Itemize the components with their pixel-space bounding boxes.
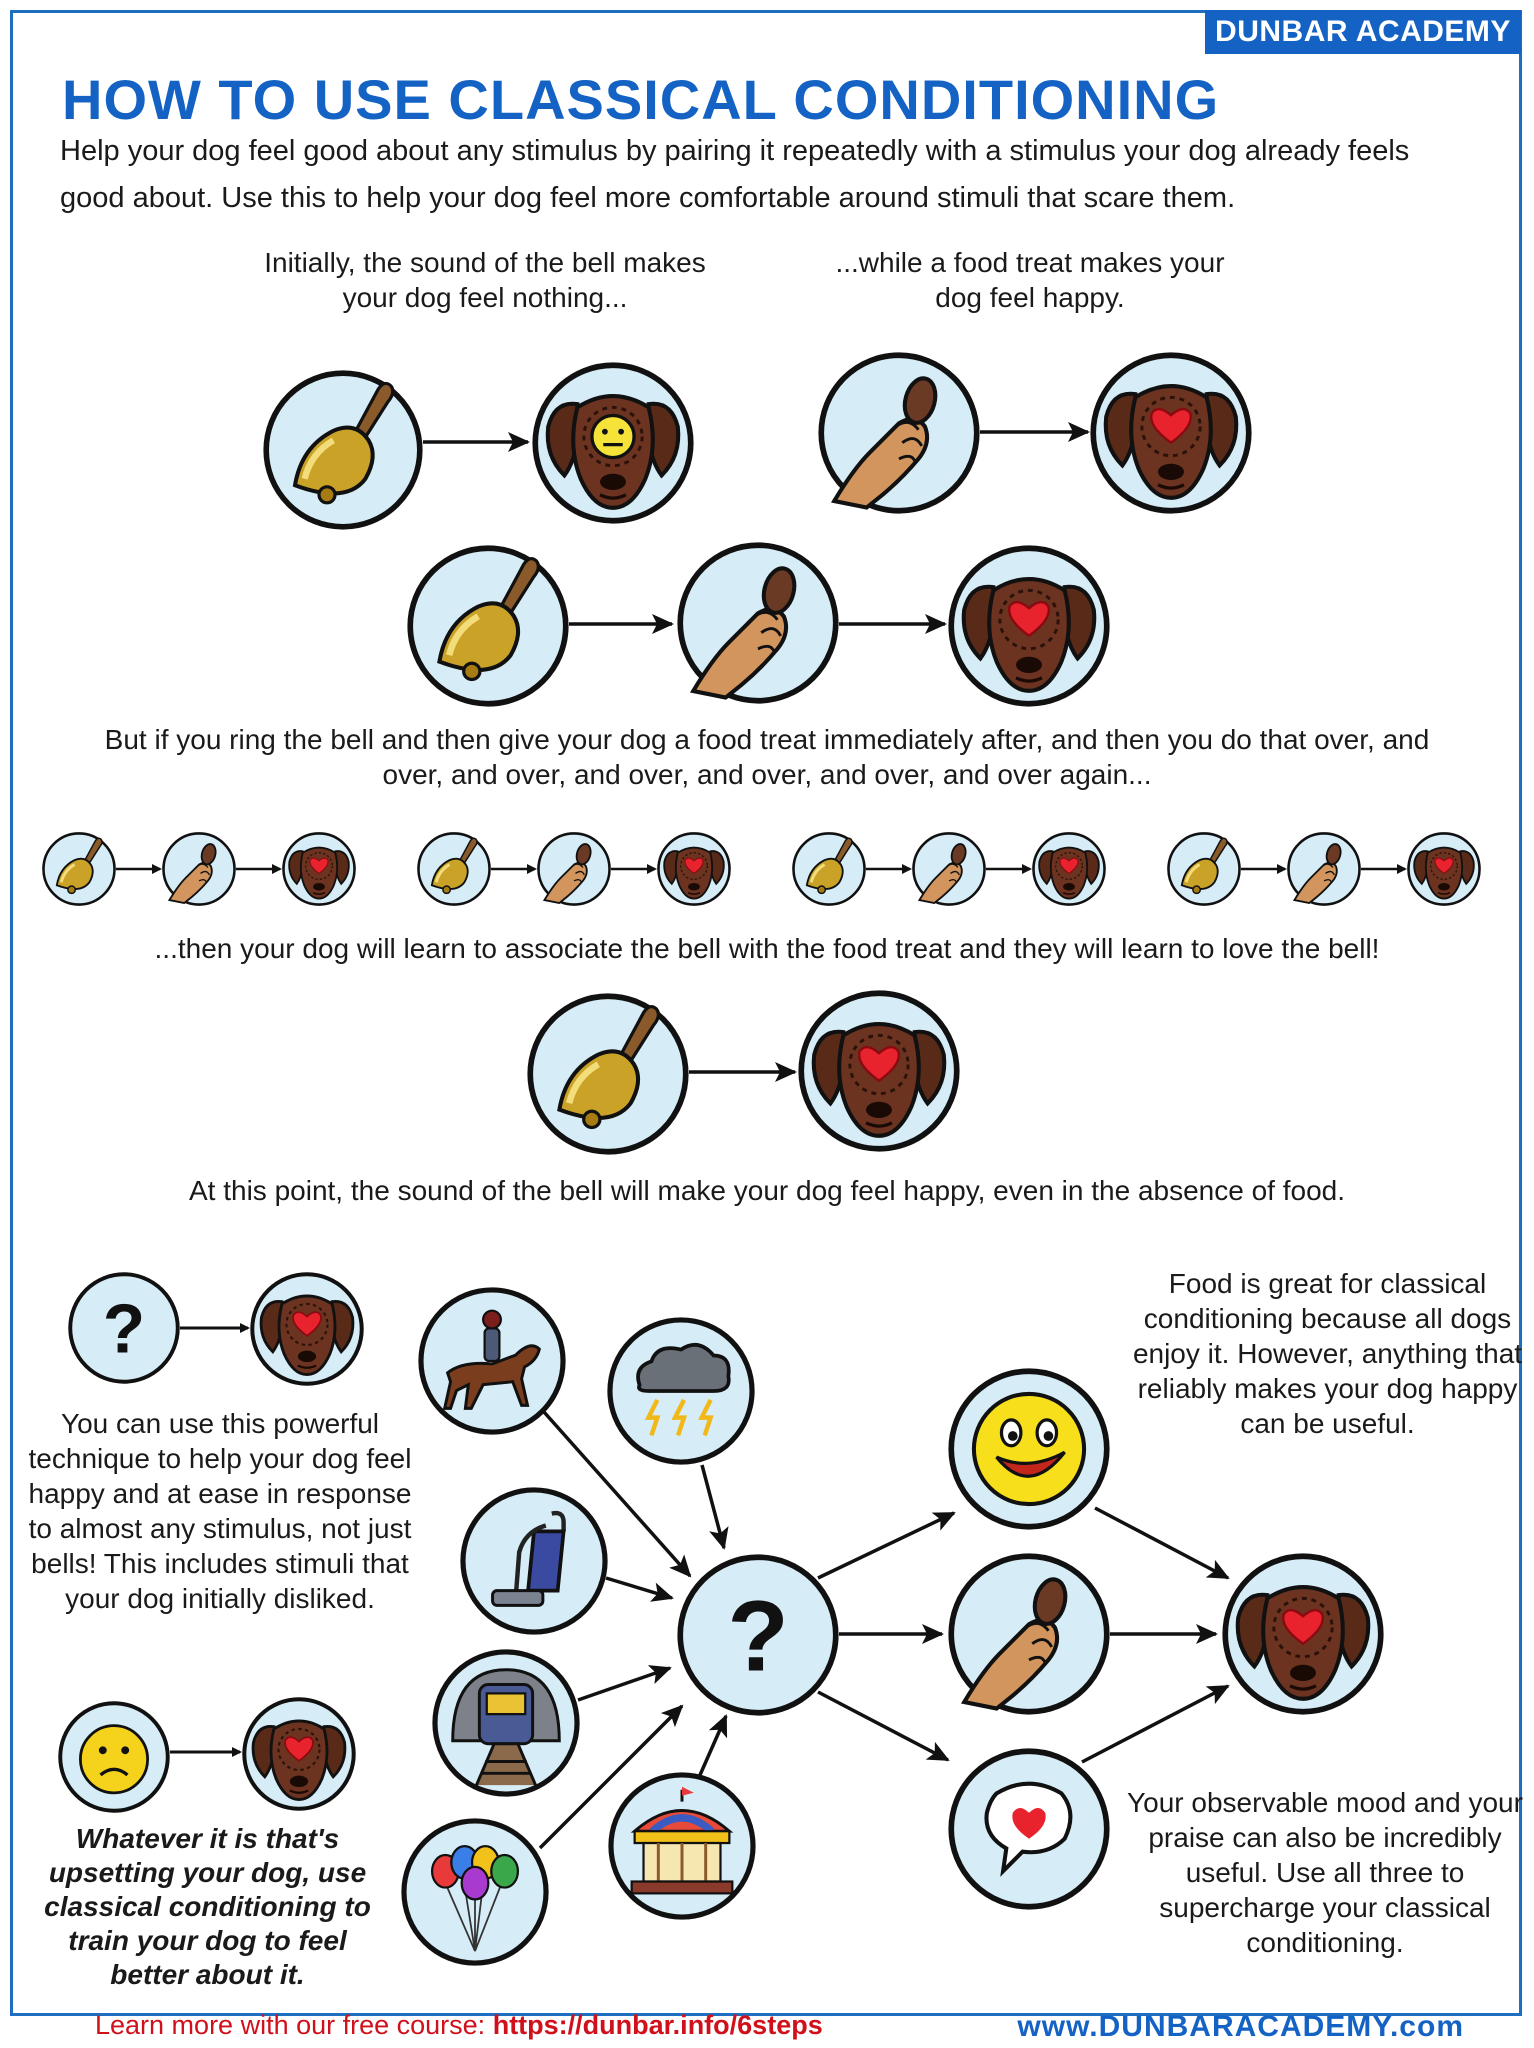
treat-hand-icon [680,545,836,701]
vacuum-icon [463,1490,605,1632]
treat-hand-icon [163,833,234,904]
arrow-vacuum-to-question [606,1578,672,1598]
happy-dog-icon [951,548,1107,704]
question-icon [70,1274,178,1382]
arrow-question-to-smiley [818,1513,954,1578]
footer-website-link[interactable]: www.DUNBARACADEMY.com [1017,2010,1464,2043]
bell-icon [43,833,114,904]
arrow-storm-to-question [702,1465,724,1548]
arrow-carousel-to-question [700,1716,726,1775]
happy-dog-icon [801,993,957,1149]
caption-treat-happy: ...while a food treat makes your dog feel happy. [835,247,1225,313]
happy-dog-icon [1225,1556,1381,1712]
central-question-icon [680,1557,836,1713]
arrow-question-to-speech [818,1692,948,1760]
lower-left-bottom-text: Whatever it is that's upsetting your dog, use classical conditioning to train your dog to feel better about it. [44,1823,371,1990]
intro-text: Help your dog feel good about any stimulus by pairing it repeatedly with a stimulus your dog already feels good about. Use this to help your dog feel more comfortable around stimuli that scare them. [60,135,1410,214]
sad-face-icon [60,1703,168,1811]
treat-hand-icon [913,833,984,904]
speech-heart-icon [951,1751,1107,1907]
footer-course-prefix: Learn more with our free course: [95,2010,486,2040]
caption-bell-initial: Initially, the sound of the bell makes your dog feel nothing... [264,247,706,313]
caption-learn: ...then your dog will learn to associate the bell with the food treat and they will learn to love the bell! [154,933,1380,964]
happy-dog-icon [1093,355,1249,511]
bell-icon [410,548,566,704]
happy-dog-icon [1033,833,1104,904]
happy-dog-icon [1408,833,1479,904]
treat-hand-icon [538,833,609,904]
lower-left-text: You can use this powerful technique to help your dog feel happy and at ease in response to almost any stimulus, not just bells! This includes stimuli that your dog initially disliked. [28,1408,412,1614]
happy-dog-icon [283,833,354,904]
bell-icon [530,996,686,1152]
brand-badge: DUNBAR ACADEMY [1205,10,1521,54]
footer-course-link[interactable] [95,2010,823,2041]
balloons-icon [404,1821,546,1963]
happy-dog-icon [658,833,729,904]
arrow-speech-to-dog [1082,1686,1228,1762]
arrow-train-to-question [578,1668,670,1700]
page-title: HOW TO USE CLASSICAL CONDITIONING [62,68,1220,131]
train-icon [435,1652,577,1794]
repetition-3 [793,833,1104,904]
treat-hand-icon [1288,833,1359,904]
lower-right-bottom-text: Your observable mood and your praise can also be incredibly useful. Use all three to supercharge your classical conditioning. [1127,1787,1523,1958]
bell-icon [1168,833,1239,904]
storm-cloud-icon [610,1320,752,1462]
repetition-2 [418,833,729,904]
repetition-1 [43,833,354,904]
treat-hand-icon [951,1556,1107,1712]
treat-hand-icon [821,355,977,511]
happy-dog-icon [244,1699,353,1808]
horse-rider-icon [421,1290,563,1432]
caption-result: At this point, the sound of the bell will make your dog feel happy, even in the absence of food. [189,1175,1345,1206]
smiley-icon [951,1371,1107,1527]
carousel-icon [611,1775,753,1917]
happy-dog-icon [252,1274,361,1383]
lower-right-top-text: Food is great for classical conditioning because all dogs enjoy it. However, anything that reliably makes your dog happy can be useful. [1132,1268,1523,1439]
footer-course-url[interactable]: https://dunbar.info/6steps [492,2010,823,2040]
neutral-dog-icon [535,365,691,521]
repetition-4 [1168,833,1479,904]
arrow-smiley-to-dog [1095,1508,1228,1578]
bell-icon [266,373,420,527]
bell-icon [418,833,489,904]
bell-icon [793,833,864,904]
caption-pairing: But if you ring the bell and then give your dog a food treat immediately after, and then you do that over, and over, and over, and over, and over, and over, and over again... [104,724,1430,790]
